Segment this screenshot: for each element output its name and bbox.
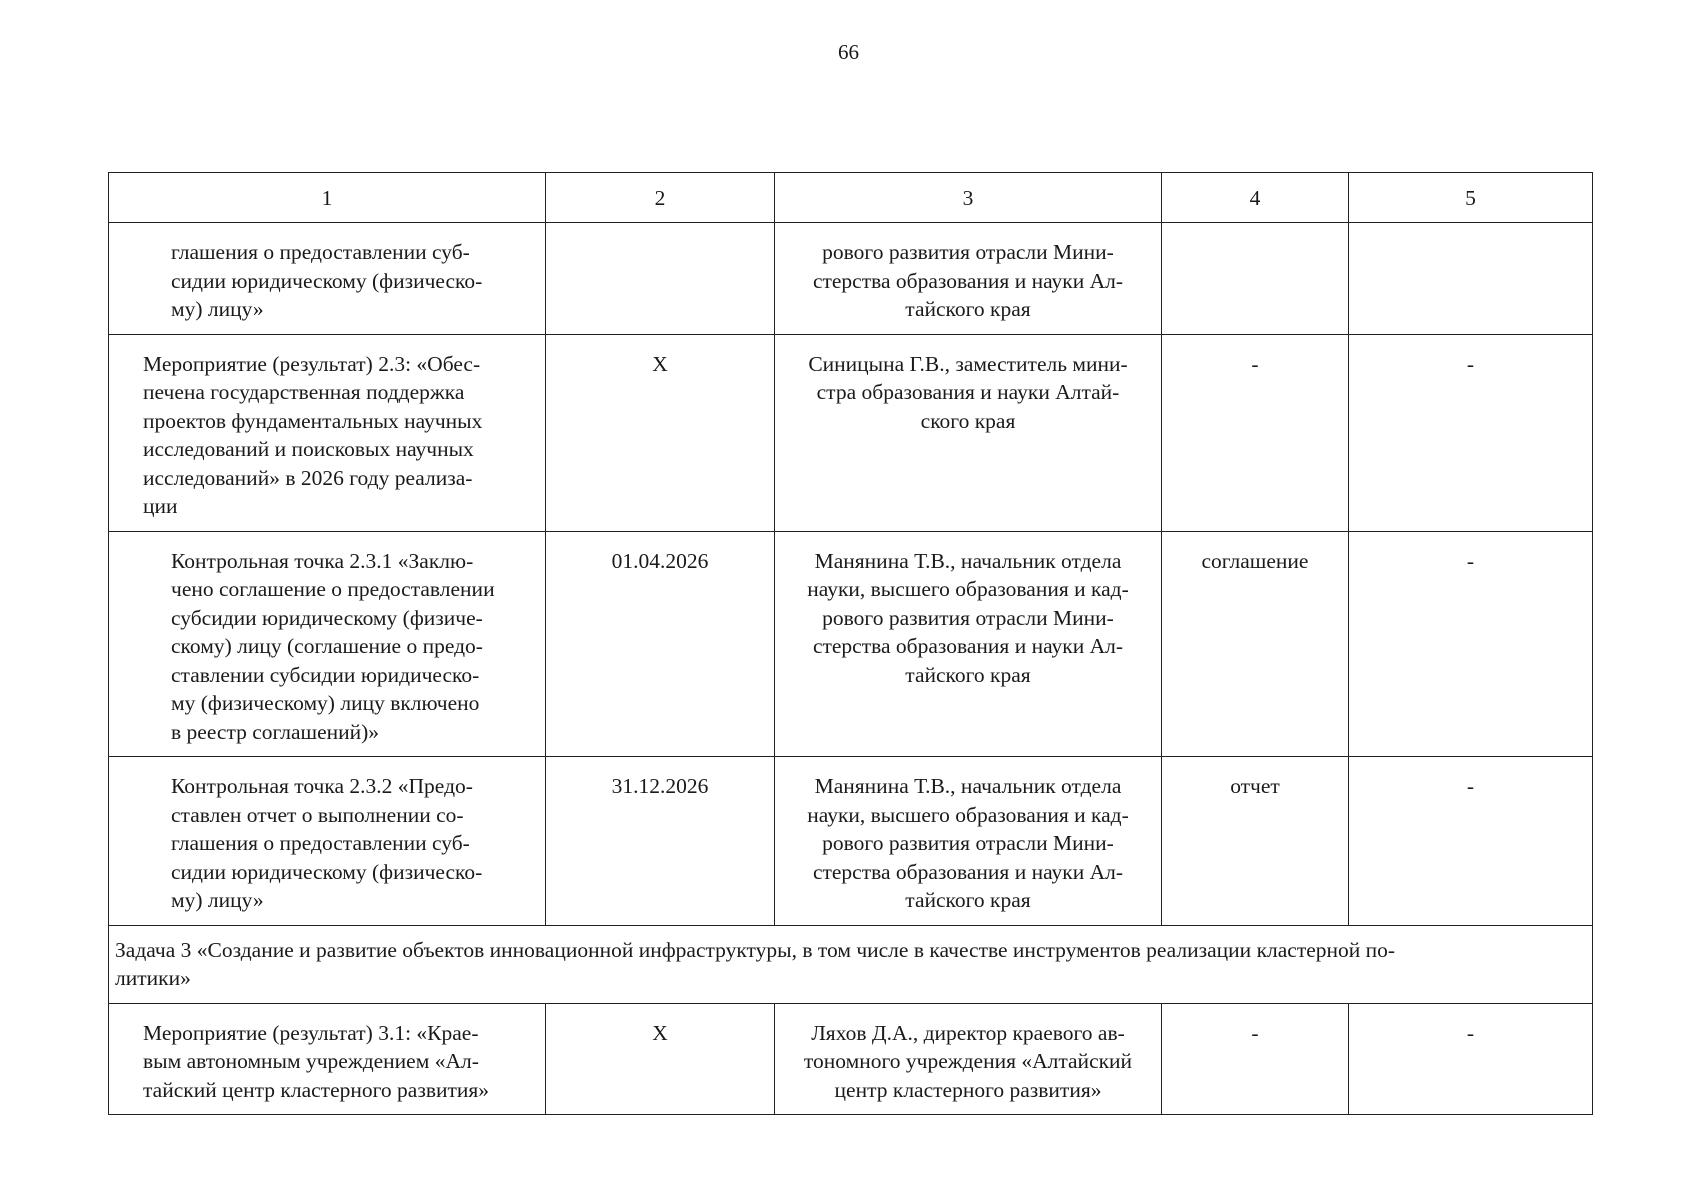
page-number: 66 [838,40,859,64]
responsible-cell [775,531,1162,757]
responsible-cell-line: рового развития отрасли Мини- [822,605,1114,630]
responsible-cell-line: Ляхов Д.А., директор краевого ав- [811,1020,1125,1045]
responsible-cell-line: тайского края [905,888,1031,912]
responsible-cell-line: стерства образования и науки Ал- [812,634,1124,658]
responsible-cell-line: тономного учреждения «Алтайский [803,1049,1133,1073]
item-name-cell-line: ции [143,494,178,518]
item-name-cell-line: ставлен отчет о выполнении со- [171,802,464,827]
item-name-cell-line: исследований и поисковых научных [143,437,474,461]
responsible-cell-line: науки, высшего образования и кад- [807,577,1129,601]
table-row [109,334,1593,531]
item-name-cell-line: Контрольная точка 2.3.2 «Предо- [171,774,473,798]
responsible-cell-line: науки, высшего образования и кад- [807,802,1129,827]
responsible-cell-line: стерства образования и науки Ал- [812,268,1124,293]
header-cell-5: 5 [1349,173,1593,223]
item-name-cell [109,531,546,757]
item-name-cell [109,223,546,335]
item-name-cell-line: субсидии юридическому (физиче- [171,605,483,630]
item-name-cell-line: глашения о предоставлении суб- [171,831,470,855]
item-name-cell-line: му) лицу» [171,297,264,321]
item-name-cell-line: Контрольная точка 2.3.1 «Заклю- [171,548,474,573]
table-row [109,531,1593,757]
table-row [109,1003,1593,1115]
header-cell-2: 2 [546,173,775,223]
item-name-cell-line: проектов фундаментальных научных [143,408,483,433]
responsible-cell-line: тайского края [905,662,1031,687]
task-heading-line: Задача 3 «Создание и развитие объектов инновационной инфраструктуры, в том числе в качестве инструментов реализации кластерной по- [115,937,1396,962]
responsible-cell [775,757,1162,926]
item-name-cell-line: исследований» в 2026 году реализа- [143,465,473,490]
responsible-cell-line: Синицына Г.В., заместитель мини- [808,351,1128,376]
deadline-cell: Х [546,1003,775,1115]
document-type-cell: - [1162,334,1349,531]
item-name-cell [109,757,546,926]
document-type-cell [1162,223,1349,335]
header-cell-3: 3 [775,173,1162,223]
info-system-cell: - [1349,334,1593,531]
item-name-cell-line: в реестр соглашений)» [171,719,380,744]
deadline-cell: Х [546,334,775,531]
responsible-cell-line: центр кластерного развития» [834,1077,1102,1102]
info-system-cell [1349,223,1593,335]
responsible-cell-line: тайского края [905,297,1031,321]
responsible-cell-line: рового развития отрасли Мини- [822,831,1114,855]
document-type-cell: соглашение [1162,531,1349,757]
item-name-cell-line: чено соглашение о предоставлении [171,577,495,601]
table-row [109,757,1593,926]
responsible-cell [775,223,1162,335]
header-cell-4: 4 [1162,173,1349,223]
info-system-cell: - [1349,531,1593,757]
responsible-cell-line: ского края [920,408,1016,433]
info-system-cell: - [1349,757,1593,926]
plan-table [108,172,1593,1115]
responsible-cell-line: Манянина Т.В., начальник отдела [814,774,1122,798]
item-name-cell-line: ставлении субсидии юридическо- [171,662,480,687]
task-row [109,925,1593,1003]
item-name-cell-line: тайский центр кластерного развития» [143,1077,490,1102]
responsible-cell [775,1003,1162,1115]
item-name-cell-line: му) лицу» [171,888,264,912]
item-name-cell-line: сидии юридическому (физическо- [171,859,483,884]
item-name-cell-line: сидии юридическому (физическо- [171,268,483,293]
item-name-cell [109,334,546,531]
header-row [109,173,1593,223]
table-row [109,223,1593,335]
task-heading-line: литики» [115,966,191,990]
item-name-cell-line: му (физическому) лицу включено [171,691,480,715]
responsible-cell-line: стра образования и науки Алтай- [816,380,1120,404]
responsible-cell-line: стерства образования и науки Ал- [812,859,1124,884]
deadline-cell [546,223,775,335]
item-name-cell-line: Мероприятие (результат) 2.3: «Обес- [143,351,481,376]
document-type-cell: - [1162,1003,1349,1115]
item-name-cell-line: печена государственная поддержка [143,380,465,404]
responsible-cell-line: рового развития отрасли Мини- [822,240,1114,264]
item-name-cell-line: скому) лицу (соглашение о предо- [171,634,483,658]
item-name-cell-line: Мероприятие (результат) 3.1: «Крае- [143,1020,479,1045]
header-cell-1: 1 [109,173,546,223]
item-name-cell [109,1003,546,1115]
responsible-cell-line: Манянина Т.В., начальник отдела [814,548,1122,573]
info-system-cell: - [1349,1003,1593,1115]
document-type-cell: отчет [1162,757,1349,926]
task-heading [109,925,1593,1003]
item-name-cell-line: глашения о предоставлении суб- [171,240,470,264]
item-name-cell-line: вым автономным учреждением «Ал- [143,1049,479,1073]
deadline-cell: 31.12.2026 [546,757,775,926]
deadline-cell: 01.04.2026 [546,531,775,757]
responsible-cell [775,334,1162,531]
